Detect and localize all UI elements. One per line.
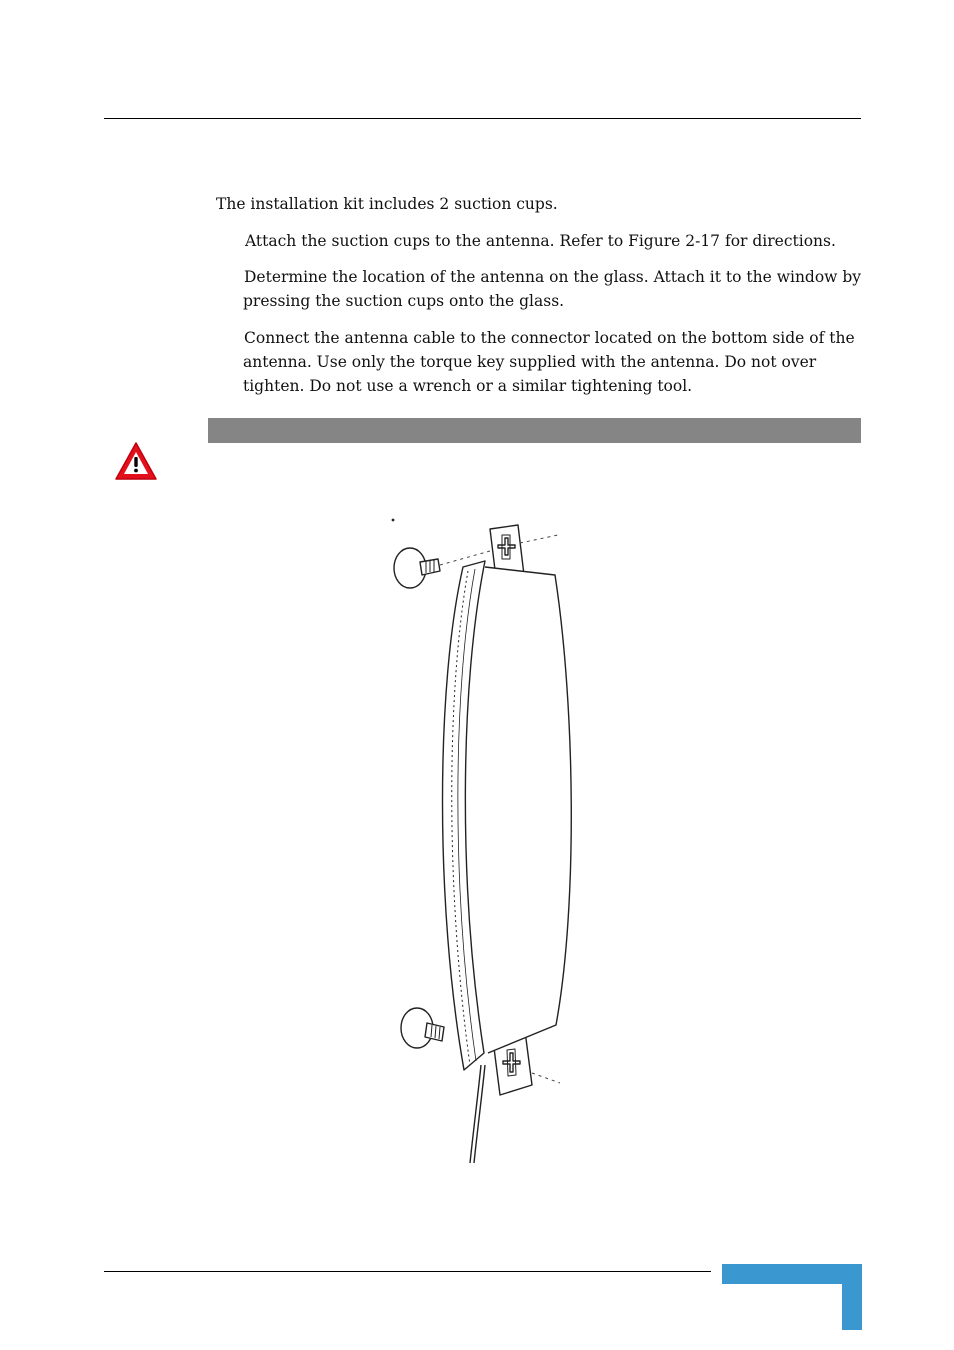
step-1-line-1: Attach the suction cups to the antenna. Refer to Figure 2-17 for directions. — [245, 232, 836, 250]
step-3 — [243, 326, 855, 398]
step-1 — [244, 229, 836, 253]
footer-rule — [104, 1271, 711, 1272]
warning-triangle-icon — [114, 440, 158, 482]
intro-text: The installation kit includes 2 suction cups. — [216, 195, 558, 213]
warning-bar — [208, 418, 861, 443]
step-2-line-1: Determine the location of the antenna on the glass. Attach it to the window by — [244, 268, 862, 286]
header-rule — [104, 118, 861, 119]
step-3-line-1: Connect the antenna cable to the connector located on the bottom side of the — [244, 329, 855, 347]
step-3-line-2: antenna. Use only the torque key supplied with the antenna. Do not over — [243, 353, 817, 371]
step-2 — [243, 265, 861, 313]
page-corner-tab — [722, 1264, 862, 1330]
step-2-line-2: pressing the suction cups onto the glass. — [243, 292, 565, 310]
step-3-line-3: tighten. Do not use a wrench or a similar tightening tool. — [243, 377, 693, 395]
antenna-suction-cup-illustration — [380, 505, 590, 1170]
